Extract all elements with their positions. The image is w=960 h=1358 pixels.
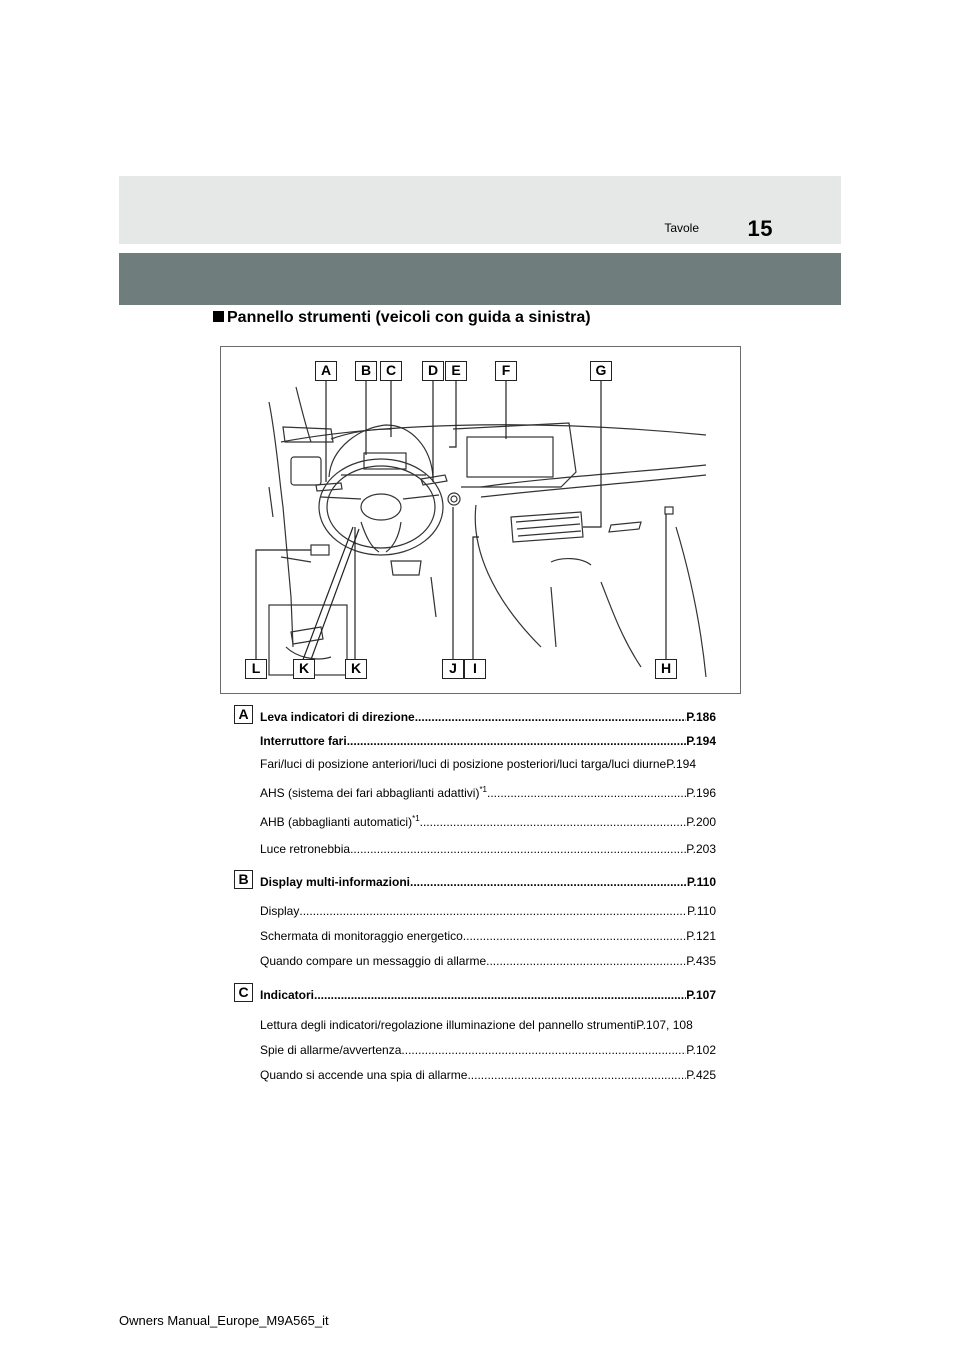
section-title: Tavole (664, 221, 699, 235)
callout-k-right: K (345, 659, 367, 679)
index-entry: AHB (abbaglianti automatici)$^{*1}$ ..... P.200 (260, 815, 716, 831)
callout-k-left: K (293, 659, 315, 679)
callout-e: E (445, 361, 467, 381)
callout-b: B (355, 361, 377, 381)
callout-d: D (422, 361, 444, 381)
callout-j: J (442, 659, 464, 679)
index-entry: Indicatori ..... P.107 (260, 988, 716, 1004)
callout-f: F (495, 361, 517, 381)
subsection-heading (213, 309, 591, 327)
index-entry: AHS (sistema dei fari abbaglianti adattivi)$^{*1}$ ..... P.196 (260, 786, 716, 802)
index-entry: Lettura degli indicatori/regolazione illuminazione del pannello strumenti P.107, 108 (260, 1018, 693, 1032)
index-entry: Quando si accende una spia di allarme ..... P.425 (260, 1068, 716, 1084)
callout-a: A (315, 361, 337, 381)
dashboard-drawing (221, 347, 742, 695)
callout-i: I (464, 659, 486, 679)
key-b: B (234, 870, 253, 889)
instrument-panel-illustration (220, 346, 741, 694)
callout-g: G (590, 361, 612, 381)
index-entry: Fari/luci di posizione anteriori/luci di posizione posteriori/luci targa/luci diurne P.194 (260, 757, 697, 771)
footer-manual-id: Owners Manual_Europe_M9A565_it (119, 1313, 329, 1328)
header-band (119, 176, 841, 244)
key-c: C (234, 983, 253, 1002)
index-entry: Leva indicatori di direzione ..... P.186 (260, 710, 716, 726)
index-entry: Schermata di monitoraggio energetico ..... P.121 (260, 929, 716, 945)
index-entry: Spie di allarme/avvertenza ..... P.102 (260, 1043, 716, 1059)
index-entry: Interruttore fari ..... P.194 (260, 734, 716, 750)
callout-h: H (655, 659, 677, 679)
index-entry: Display ..... P.110 (260, 904, 716, 920)
bullet-square-icon (213, 311, 224, 322)
callout-c: C (380, 361, 402, 381)
subsection-title: Pannello strumenti (veicoli con guida a sinistra) (227, 309, 591, 326)
index-entry: Luce retronebbia ..... P.203 (260, 842, 716, 858)
page-number: 15 (747, 216, 773, 241)
index-entry: Display multi-informazioni ..... P.110 (260, 875, 716, 891)
callout-l: L (245, 659, 267, 679)
key-a: A (234, 705, 253, 724)
header-bar (119, 253, 841, 305)
index-entry: Quando compare un messaggio di allarme ..... P.435 (260, 954, 716, 970)
